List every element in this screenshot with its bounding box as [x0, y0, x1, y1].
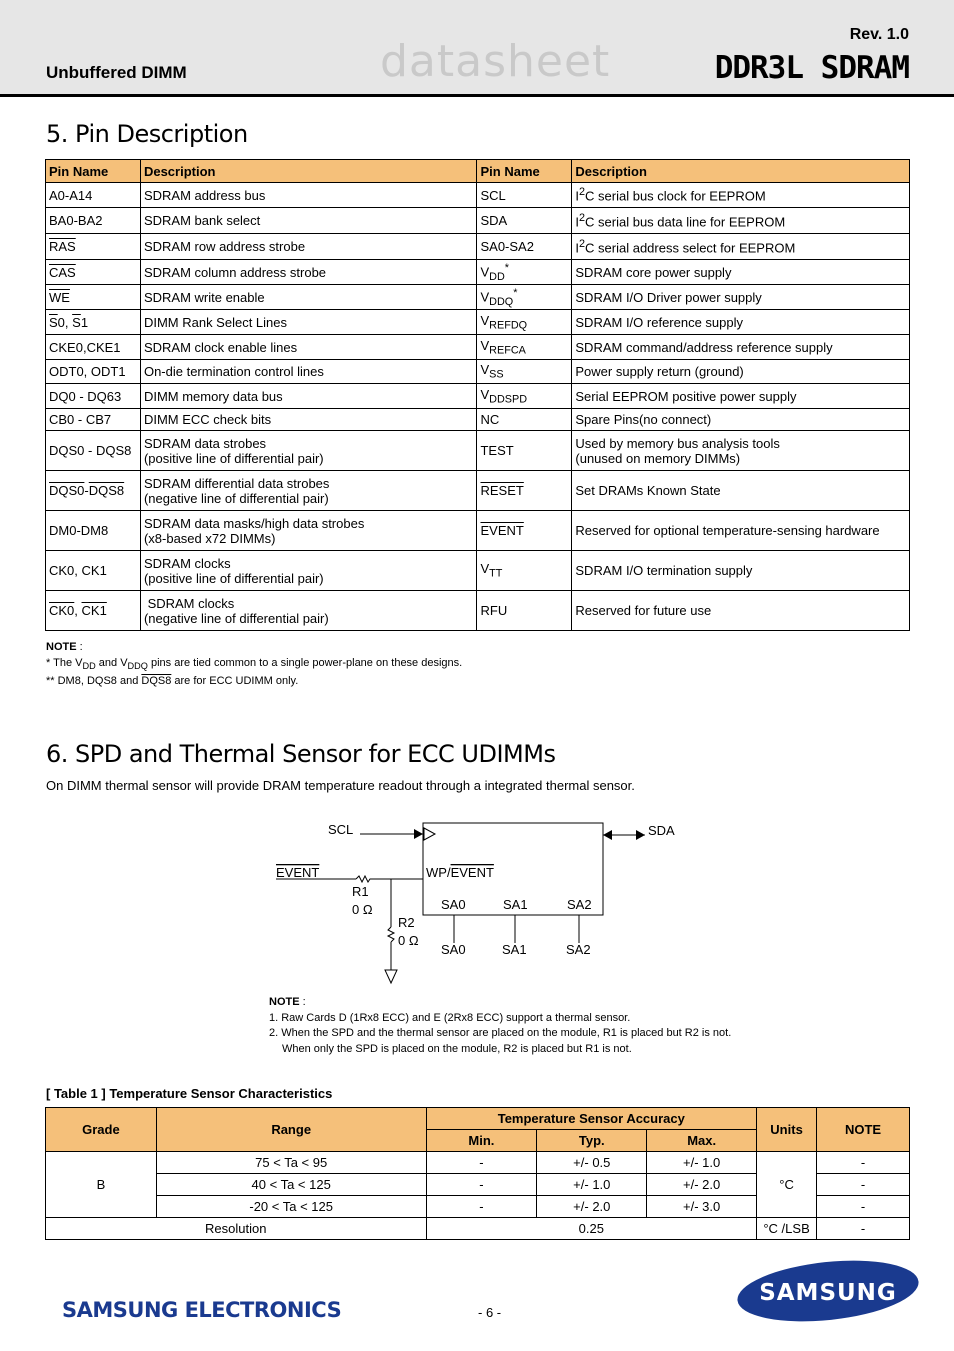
pin-name: $V_{SS}$ [477, 360, 572, 384]
temperature-table [45, 1107, 910, 1240]
r1-label: R1 [352, 884, 369, 899]
pin-name: S0, S1 [46, 310, 141, 335]
watermark: datasheet [380, 36, 611, 87]
diagram-note: NOTE : 1. Raw Cards D (1Rx8 ECC) and E (2Rx8 ECC) support a thermal sensor. 2. When the SPD and the thermal sensor are placed on the module, R1 is placed but R2 is not. When only the SPD is placed on the module, R2 is placed but R1 is not. [269, 996, 732, 1055]
table-row [46, 335, 910, 360]
pin-name: ODT0, ODT1 [46, 360, 141, 384]
range-cell: -20 < Ta < 125 [156, 1196, 426, 1218]
table-row [46, 591, 910, 631]
typ-cell: +/- 0.5 [537, 1152, 647, 1174]
pin-desc: Set DRAMs Known State [572, 471, 910, 511]
sa2-in-label: SA2 [567, 897, 592, 912]
samsung-logo [736, 1258, 920, 1324]
pin-desc: SDRAM row address strobe [140, 234, 477, 260]
max-cell: +/- 2.0 [647, 1174, 757, 1196]
table-row [46, 511, 910, 551]
pin-desc: SDRAM data masks/high data strobes (x8-based x72 DIMMs) [140, 511, 477, 551]
col-header: Pin Name [46, 160, 141, 183]
pin-desc: SDRAM clock enable lines [140, 335, 477, 360]
pin-name: DQ0 - DQ63 [46, 384, 141, 409]
pin-name: SCL [477, 183, 572, 208]
svg-text:SAMSUNG: SAMSUNG [759, 1280, 897, 1306]
pin-desc: Spare Pins(no connect) [572, 409, 910, 431]
grade-cell: B [46, 1152, 157, 1218]
table-row [46, 260, 910, 285]
max-cell: +/- 1.0 [647, 1152, 757, 1174]
pin-name: SDA [477, 208, 572, 234]
page-number: - 6 - [478, 1305, 502, 1320]
range-cell: 40 < Ta < 125 [156, 1174, 426, 1196]
note-header: NOTE [817, 1108, 910, 1152]
table-row [46, 471, 910, 511]
table-row [46, 1218, 910, 1240]
resolution-value: 0.25 [426, 1218, 757, 1240]
pin-name: CK0, CK1 [46, 591, 141, 631]
pin-name: DM0-DM8 [46, 511, 141, 551]
pin-desc: SDRAM data strobes (positive line of differential pair) [140, 431, 477, 471]
pin-name: $V_{REFDQ}$ [477, 310, 572, 335]
pin-desc: SDRAM I/O termination supply [572, 551, 910, 591]
pin-name: WE [46, 285, 141, 310]
pin-desc: SDRAM column address strobe [140, 260, 477, 285]
pin-name: RESET [477, 471, 572, 511]
pin-desc: SDRAM address bus [140, 183, 477, 208]
pin-name: A0-A14 [46, 183, 141, 208]
table-row [46, 360, 910, 384]
pin-desc: SDRAM clocks (positive line of differential pair) [140, 551, 477, 591]
section-title: 5. Pin Description [46, 120, 248, 148]
thermal-sensor-diagram [260, 815, 700, 995]
pin-desc: DIMM ECC check bits [140, 409, 477, 431]
revision: Rev. 1.0 [849, 26, 909, 43]
pin-name: $V_{DDSPD}$ [477, 384, 572, 409]
typ-cell: +/- 2.0 [537, 1196, 647, 1218]
pin-name: RFU [477, 591, 572, 631]
typ-header: Typ. [537, 1130, 647, 1152]
wp-label: WP/ [426, 865, 451, 880]
r2-label: R2 [398, 915, 415, 930]
pin-desc: SDRAM I/O Driver power supply [572, 285, 910, 310]
note-cell: - [817, 1196, 910, 1218]
col-header: Pin Name [477, 160, 572, 183]
note-cell: - [817, 1174, 910, 1196]
sa2-out-label: SA2 [566, 942, 591, 957]
table-caption: [ Table 1 ] Temperature Sensor Characteristics [46, 1086, 333, 1101]
max-header: Max. [647, 1130, 757, 1152]
min-header: Min. [426, 1130, 537, 1152]
pin-name: CKE0,CKE1 [46, 335, 141, 360]
table-row [46, 234, 910, 260]
sa1-in-label: SA1 [503, 897, 528, 912]
pin-name: $V_{TT}$ [477, 551, 572, 591]
pin-name: RAS [46, 234, 141, 260]
resolution-label: Resolution [46, 1218, 427, 1240]
units-cell: °C [757, 1152, 817, 1218]
range-header: Range [156, 1108, 426, 1152]
pin-desc: SDRAM clocks (negative line of differential pair) [140, 591, 477, 631]
pin-desc: $I^2C$ serial bus clock for EEPROM [572, 183, 910, 208]
doc-subtitle: Unbuffered DIMM [46, 63, 187, 82]
pin-desc: Used by memory bus analysis tools (unused on memory DIMMs) [572, 431, 910, 471]
sda-label: SDA [648, 823, 675, 838]
intro-text: On DIMM thermal sensor will provide DRAM temperature readout through a integrated thermal sensor. [46, 778, 635, 793]
pin-name: TEST [477, 431, 572, 471]
sa0-out-label: SA0 [441, 942, 466, 957]
pin-name: DQS0 - DQS8 [46, 431, 141, 471]
r2-value: 0 Ω [398, 933, 419, 948]
pin-desc: SDRAM bank select [140, 208, 477, 234]
range-cell: 75 < Ta < 95 [156, 1152, 426, 1174]
table-row [46, 183, 910, 208]
svg-text:WP/EVENT [426, 865, 494, 880]
units-header: Units [757, 1108, 817, 1152]
table-row [46, 551, 910, 591]
accuracy-header: Temperature Sensor Accuracy [426, 1108, 757, 1130]
event-label: EVENT [276, 865, 320, 880]
pin-name: DQS0-DQS8 [46, 471, 141, 511]
product-title: DDR3L SDRAM [714, 50, 909, 86]
pin-name: $V_{DD}^*$ [477, 260, 572, 285]
table-row [46, 1152, 910, 1174]
min-cell: - [426, 1174, 537, 1196]
pin-description-table [45, 159, 910, 631]
pin-table-note: NOTE : * The $V_{DD}$ and $V_{DDQ}$ pins are tied common to a single power-plane on these designs. ** DM8, DQS8 and DQS8 are for ECC UDIMM only. [46, 641, 463, 688]
pin-desc: On-die termination control lines [140, 360, 477, 384]
company-name: SAMSUNG ELECTRONICS [62, 1298, 342, 1322]
pin-name: EVENT [477, 511, 572, 551]
pin-desc: Serial EEPROM positive power supply [572, 384, 910, 409]
pin-desc: Reserved for future use [572, 591, 910, 631]
typ-cell: +/- 1.0 [537, 1174, 647, 1196]
resolution-units: °C /LSB [757, 1218, 817, 1240]
table-header-row [46, 160, 910, 183]
table-row [46, 431, 910, 471]
pin-desc: SDRAM write enable [140, 285, 477, 310]
min-cell: - [426, 1152, 537, 1174]
pin-desc: $I^2C$ serial address select for EEPROM [572, 234, 910, 260]
r1-value: 0 Ω [352, 902, 373, 917]
pin-desc: $I^2C$ serial bus data line for EEPROM [572, 208, 910, 234]
pin-name: CB0 - CB7 [46, 409, 141, 431]
col-header: Description [140, 160, 477, 183]
pin-name: CK0, CK1 [46, 551, 141, 591]
section-title: 6. SPD and Thermal Sensor for ECC UDIMMs [46, 740, 556, 768]
table-row [46, 310, 910, 335]
pin-desc: Reserved for optional temperature-sensing hardware [572, 511, 910, 551]
pin-name: CAS [46, 260, 141, 285]
pin-desc: SDRAM command/address reference supply [572, 335, 910, 360]
scl-label: SCL [328, 822, 354, 837]
pin-desc: SDRAM differential data strobes (negative line of differential pair) [140, 471, 477, 511]
pin-name: BA0-BA2 [46, 208, 141, 234]
min-cell: - [426, 1196, 537, 1218]
table-row [46, 409, 910, 431]
wp-event-label: EVENT [450, 865, 494, 880]
pin-desc: SDRAM core power supply [572, 260, 910, 285]
pin-desc: SDRAM I/O reference supply [572, 310, 910, 335]
resolution-note: - [817, 1218, 910, 1240]
pin-desc: Power supply return (ground) [572, 360, 910, 384]
pin-name: SA0-SA2 [477, 234, 572, 260]
pin-name: $V_{REFCA}$ [477, 335, 572, 360]
col-header: Description [572, 160, 910, 183]
pin-name: NC [477, 409, 572, 431]
pin-name: $V_{DDQ}^*$ [477, 285, 572, 310]
table-row [46, 384, 910, 409]
max-cell: +/- 3.0 [647, 1196, 757, 1218]
table-row [46, 285, 910, 310]
page-header [0, 0, 954, 97]
sa1-out-label: SA1 [502, 942, 527, 957]
note-cell: - [817, 1152, 910, 1174]
pin-desc: DIMM Rank Select Lines [140, 310, 477, 335]
sa0-in-label: SA0 [441, 897, 466, 912]
grade-header: Grade [46, 1108, 157, 1152]
table-row [46, 208, 910, 234]
pin-desc: DIMM memory data bus [140, 384, 477, 409]
